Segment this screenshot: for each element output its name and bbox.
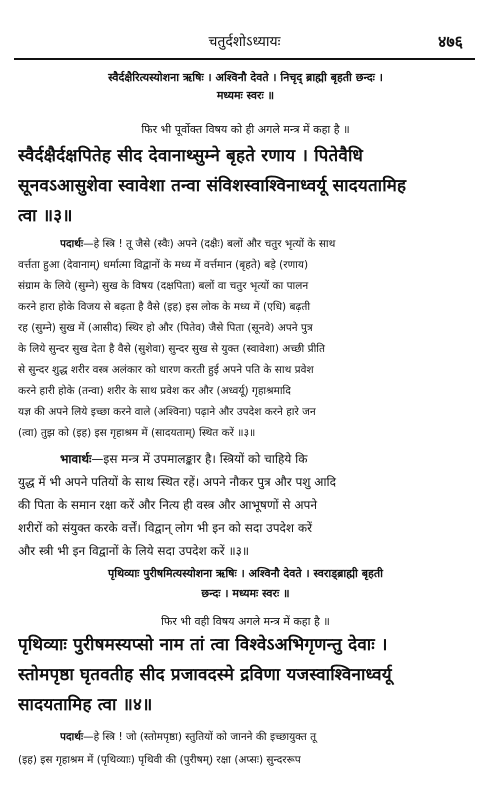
rishi-line: छन्दः । मध्यमः स्वरः ॥ [201, 587, 290, 600]
padarth-line: संग्राम के लिये (सुम्ने) सुख के विषय (दक्षपिता) बलों वा चतुर भृत्यों का पालन [18, 280, 309, 292]
padarth-line: के लिये सुन्दर सुख देता है वैसे (सुशेवा) सुन्दर सुख से युक्त (स्वावेशा) अच्छी प्रीति [18, 343, 325, 355]
padarth-line: से सुन्दर शुद्ध शरीर वस्त्र अलंकार को धारण करती हुई अपने पति के साथ प्रवेश [18, 364, 314, 376]
section-intro: फिर भी वही विषय अगले मन्त्र में कहा है ॥ [161, 615, 330, 628]
bhavarth-line: की पिता के समान रक्षा करें और नित्य ही वस्त्र और आभूषणों से अपने [18, 498, 317, 512]
padarth-line: रह (सुम्ने) सुख में (आसीद) स्थिर हो और (पितेव) जैसे पिता (सूनवे) अपने पुत्र [18, 322, 313, 334]
padarth-line: (त्वा) तुझ को (इह) इस गृहाश्रम में (सादयताम्) स्थित करें ॥३॥ [18, 427, 256, 439]
mantra-line: सादयतामिह त्वा ॥४॥ [18, 695, 153, 715]
chapter-title: चतुर्दशोऽध्यायः [208, 34, 281, 50]
bhavarth-label: भावार्थः [60, 452, 92, 466]
padarth-text: —हे स्त्रि ! तू जैसे (स्वैः) अपने (दक्षैः) बलों और चतुर भृत्यों के साथ [83, 238, 336, 250]
mantra-line: स्वैर्दक्षैर्दक्षपितेह सीद देवानाथ्सुम्ने बृहते रणाय । पितेवैधि [18, 146, 364, 166]
bhavarth-line [60, 450, 473, 467]
padarth-line: करने हारी होके (तन्वा) शरीर के साथ प्रवेश कर और (अध्वर्यू) गृहाश्रमादि [18, 385, 291, 397]
bhavarth-line: शरीरों को संयुक्त करके वर्त्तें। विद्वान् लोग भी इन को सदा उपदेश करें [18, 521, 312, 535]
padarth-line: करने हारा होके विजय से बढ़ता है वैसे (इह) इस लोक के मध्य में (एधि) बढ़ती [18, 301, 311, 313]
rishi-line: स्वैर्दक्षैरित्यस्योशना ऋषिः । अश्विनौ देवते । निचृद् ब्राह्मी बृहती छन्दः । [108, 71, 383, 84]
bhavarth-line: और स्त्री भी इन विद्वानों के लिये सदा उपदेश करें ॥३॥ [18, 544, 250, 558]
padarth-line [60, 730, 473, 744]
rishi-line: मध्यमः स्वरः ॥ [216, 89, 275, 102]
mantra-line: त्वा ॥३॥ [18, 206, 73, 226]
padarth-line: वर्त्तता हुआ (देवानाम्) धर्मात्मा विद्वानों के मध्य में वर्त्तमान (बृहते) बड़े (रणाय) [18, 259, 309, 271]
page-number: ४७६ [438, 32, 463, 51]
padarth-line: यज्ञ की अपने लिये इच्छा करने वाले (अश्विना) पढ़ाने और उपदेश करने हारे जन [18, 406, 316, 418]
page-header [14, 30, 475, 56]
padarth-label: पदार्थः [60, 238, 84, 250]
mantra-line: स्तोमपृष्ठा घृतवतीह सीद प्रजावदस्मे द्रविणा यजस्वाश्विनाध्वर्यू [18, 665, 392, 685]
bhavarth-text: —इस मन्त्र में उपमालङ्कार है। स्त्रियों को चाहिये कि [91, 452, 308, 466]
rishi-line: पृथिव्याः पुरीषमित्यस्योशना ऋषिः । अश्विनौ देवते । स्वराड्ब्राह्मी बृहती [108, 567, 383, 580]
bhavarth-line: युद्ध में भी अपने पतियों के साथ स्थित रहें। अपने नौकर पुत्र और पशु आदि [18, 475, 337, 489]
header-rule [14, 58, 475, 60]
section-intro: फिर भी पूर्वोक्त विषय को ही अगले मन्त्र में कहा है ॥ [141, 123, 350, 136]
mantra-line: पृथिव्याः पुरीषमस्यप्सो नाम तां त्वा विश्वेऽअभिगृणन्तु देवाः । [18, 635, 388, 655]
padarth-line [60, 237, 473, 251]
mantra-line: सूनवऽआसुशेवा स्वावेशा तन्वा संविशस्वाश्विनाध्वर्यू सादयतामिह [18, 176, 407, 196]
padarth-line: (इह) इस गृहाश्रम में (पृथिव्याः) पृथिवी की (पुरीषम्) रक्षा (अप्सः) सुन्दररूप [18, 754, 301, 766]
padarth-text: —हे स्त्रि ! जो (स्तोमपृष्ठा) स्तुतियों को जानने की इच्छायुक्त तू [83, 731, 317, 743]
padarth-label: पदार्थः [60, 731, 84, 743]
